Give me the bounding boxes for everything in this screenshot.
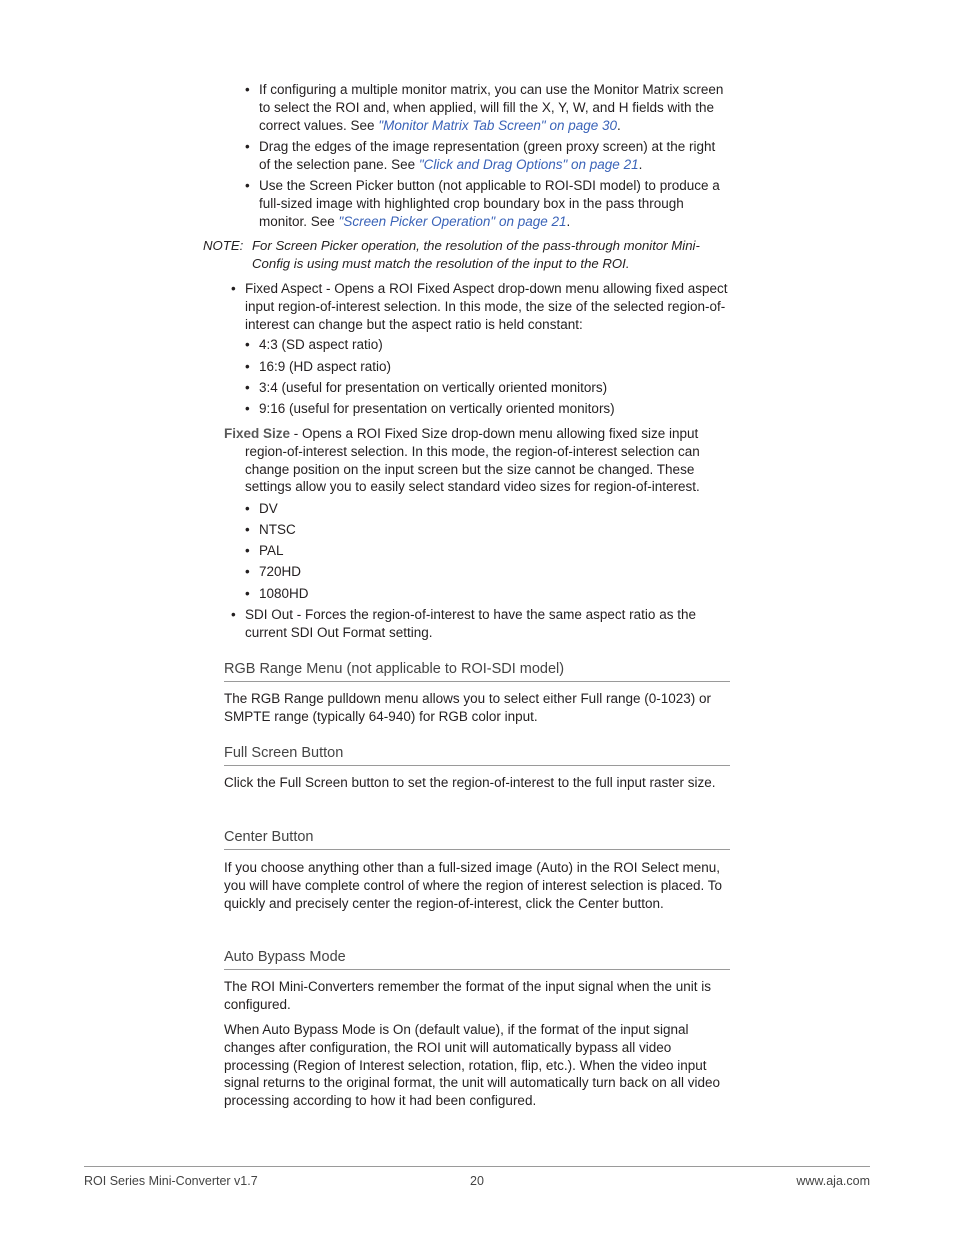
section-paragraph: Click the Full Screen button to set the region-of-interest to the full input raster size. — [224, 775, 716, 790]
section-paragraph: If you choose anything other than a full-sized image (Auto) in the ROI Select menu, you will have complete control of where the region of interest selection is placed. To quickly and precisely center the region-of-interest, click the Center button. — [224, 860, 723, 911]
fixed-size-term: Fixed Size — [224, 426, 291, 441]
list-item — [245, 358, 392, 376]
footer-url[interactable]: www.aja.com — [796, 1174, 870, 1188]
size-option: DV — [259, 501, 278, 516]
list-item — [231, 606, 730, 642]
bullet-dot: • — [245, 522, 250, 537]
list-item — [245, 563, 302, 581]
bullet-dot: • — [245, 139, 250, 154]
size-option: NTSC — [259, 522, 296, 537]
bullet-dot: • — [245, 501, 250, 516]
list-item — [231, 280, 730, 333]
bullet-dot: • — [245, 359, 250, 374]
cross-reference-link[interactable]: "Monitor Matrix Tab Screen" on page 30 — [378, 117, 618, 133]
page-footer — [84, 1166, 870, 1188]
bullet-punct: . — [617, 117, 621, 133]
aspect-option: 4:3 (SD aspect ratio) — [259, 337, 383, 352]
section-heading: Auto Bypass Mode — [224, 949, 730, 970]
section-paragraph: When Auto Bypass Mode is On (default value), if the format of the input signal changes after configuration, the ROI unit will automatically bypass all video processing (Region of Interest selection, rotation, flip, etc.). When the video input signal returns to the original format, the unit will automatically turn back on all video processing according to how it had been configured. — [224, 1022, 720, 1109]
list-item — [245, 138, 729, 174]
bullet-dot: • — [245, 564, 250, 579]
note-block — [203, 237, 723, 277]
size-option: 1080HD — [259, 586, 309, 601]
list-item — [245, 542, 284, 560]
list-item — [245, 379, 608, 397]
bullet-dot: • — [245, 178, 250, 193]
footer-doc-title: ROI Series Mini-Converter v1.7 — [84, 1174, 258, 1188]
list-item — [245, 400, 615, 418]
bullet-dot: • — [245, 401, 250, 416]
bullet-dot: • — [245, 380, 250, 395]
fixed-size-text: - Opens a ROI Fixed Size drop-down menu allowing fixed size input region-of-interest selection. In this mode, the region-of-interest selection can change position on the input screen but the size cannot be changed. These settings allow you to easily select standard video sizes for region-of-interest. — [245, 426, 700, 495]
bullet-punct: . — [638, 156, 643, 172]
note-label: NOTE: — [203, 238, 244, 253]
size-option: 720HD — [259, 564, 302, 579]
note-text: For Screen Picker operation, the resolution of the pass-through monitor Mini-Config is using must match the resolution of the input to the ROI. — [252, 238, 700, 271]
section-heading: RGB Range Menu (not applicable to ROI-SDI model) — [224, 661, 730, 682]
section-paragraph: The ROI Mini-Converters remember the format of the input signal when the unit is configured. — [224, 979, 711, 1012]
list-item — [245, 521, 296, 539]
aspect-option: 3:4 (useful for presentation on vertically oriented monitors) — [259, 380, 608, 395]
cross-reference-link[interactable]: "Click and Drag Options" on page 21 — [418, 156, 639, 172]
bullet-text: If configuring a multiple monitor matrix, you can use the Monitor Matrix screen to select the ROI and, when applied, will fill the X, Y, W, and H fields with the correct values. See — [259, 82, 724, 133]
bullet-dot: • — [231, 607, 236, 622]
fixed-size-paragraph — [224, 425, 730, 496]
bullet-text: Drag the edges of the image representation (green proxy screen) at the right of the selection pane. See — [259, 139, 716, 172]
bullet-dot: • — [245, 586, 250, 601]
sdi-out-text: SDI Out - Forces the region-of-interest to have the same aspect ratio as the current SDI Out Format setting. — [245, 607, 696, 640]
list-item — [245, 585, 309, 603]
section-paragraph: The RGB Range pulldown menu allows you to select either Full range (0-1023) or SMPTE range (typically 64-940) for RGB color input. — [224, 691, 712, 724]
bullet-text: Use the Screen Picker button (not applicable to ROI-SDI model) to produce a full-sized image with highlighted crop boundary box in the pass through monitor. See — [259, 178, 720, 229]
list-item — [245, 500, 278, 518]
size-option: PAL — [259, 543, 284, 558]
bullet-dot: • — [245, 543, 250, 558]
aspect-option: 16:9 (HD aspect ratio) — [259, 359, 392, 374]
fixed-aspect-text: Fixed Aspect - Opens a ROI Fixed Aspect drop-down menu allowing fixed aspect input region-of-interest selection. In this mode, the size of the selected region-of-interest can change but the aspect ratio is held constant: — [245, 281, 728, 332]
page-number: 20 — [470, 1174, 484, 1188]
aspect-option: 9:16 (useful for presentation on vertically oriented monitors) — [259, 401, 615, 416]
bullet-punct: . — [566, 213, 571, 229]
bullet-dot: • — [231, 281, 236, 296]
bullet-dot: • — [245, 337, 250, 352]
list-item — [245, 81, 729, 134]
cross-reference-link[interactable]: "Screen Picker Operation" on page 21 — [338, 213, 567, 229]
section-heading: Center Button — [224, 829, 730, 850]
section-heading: Full Screen Button — [224, 745, 730, 766]
bullet-dot: • — [245, 82, 250, 97]
list-item — [245, 336, 383, 354]
list-item — [245, 177, 729, 230]
